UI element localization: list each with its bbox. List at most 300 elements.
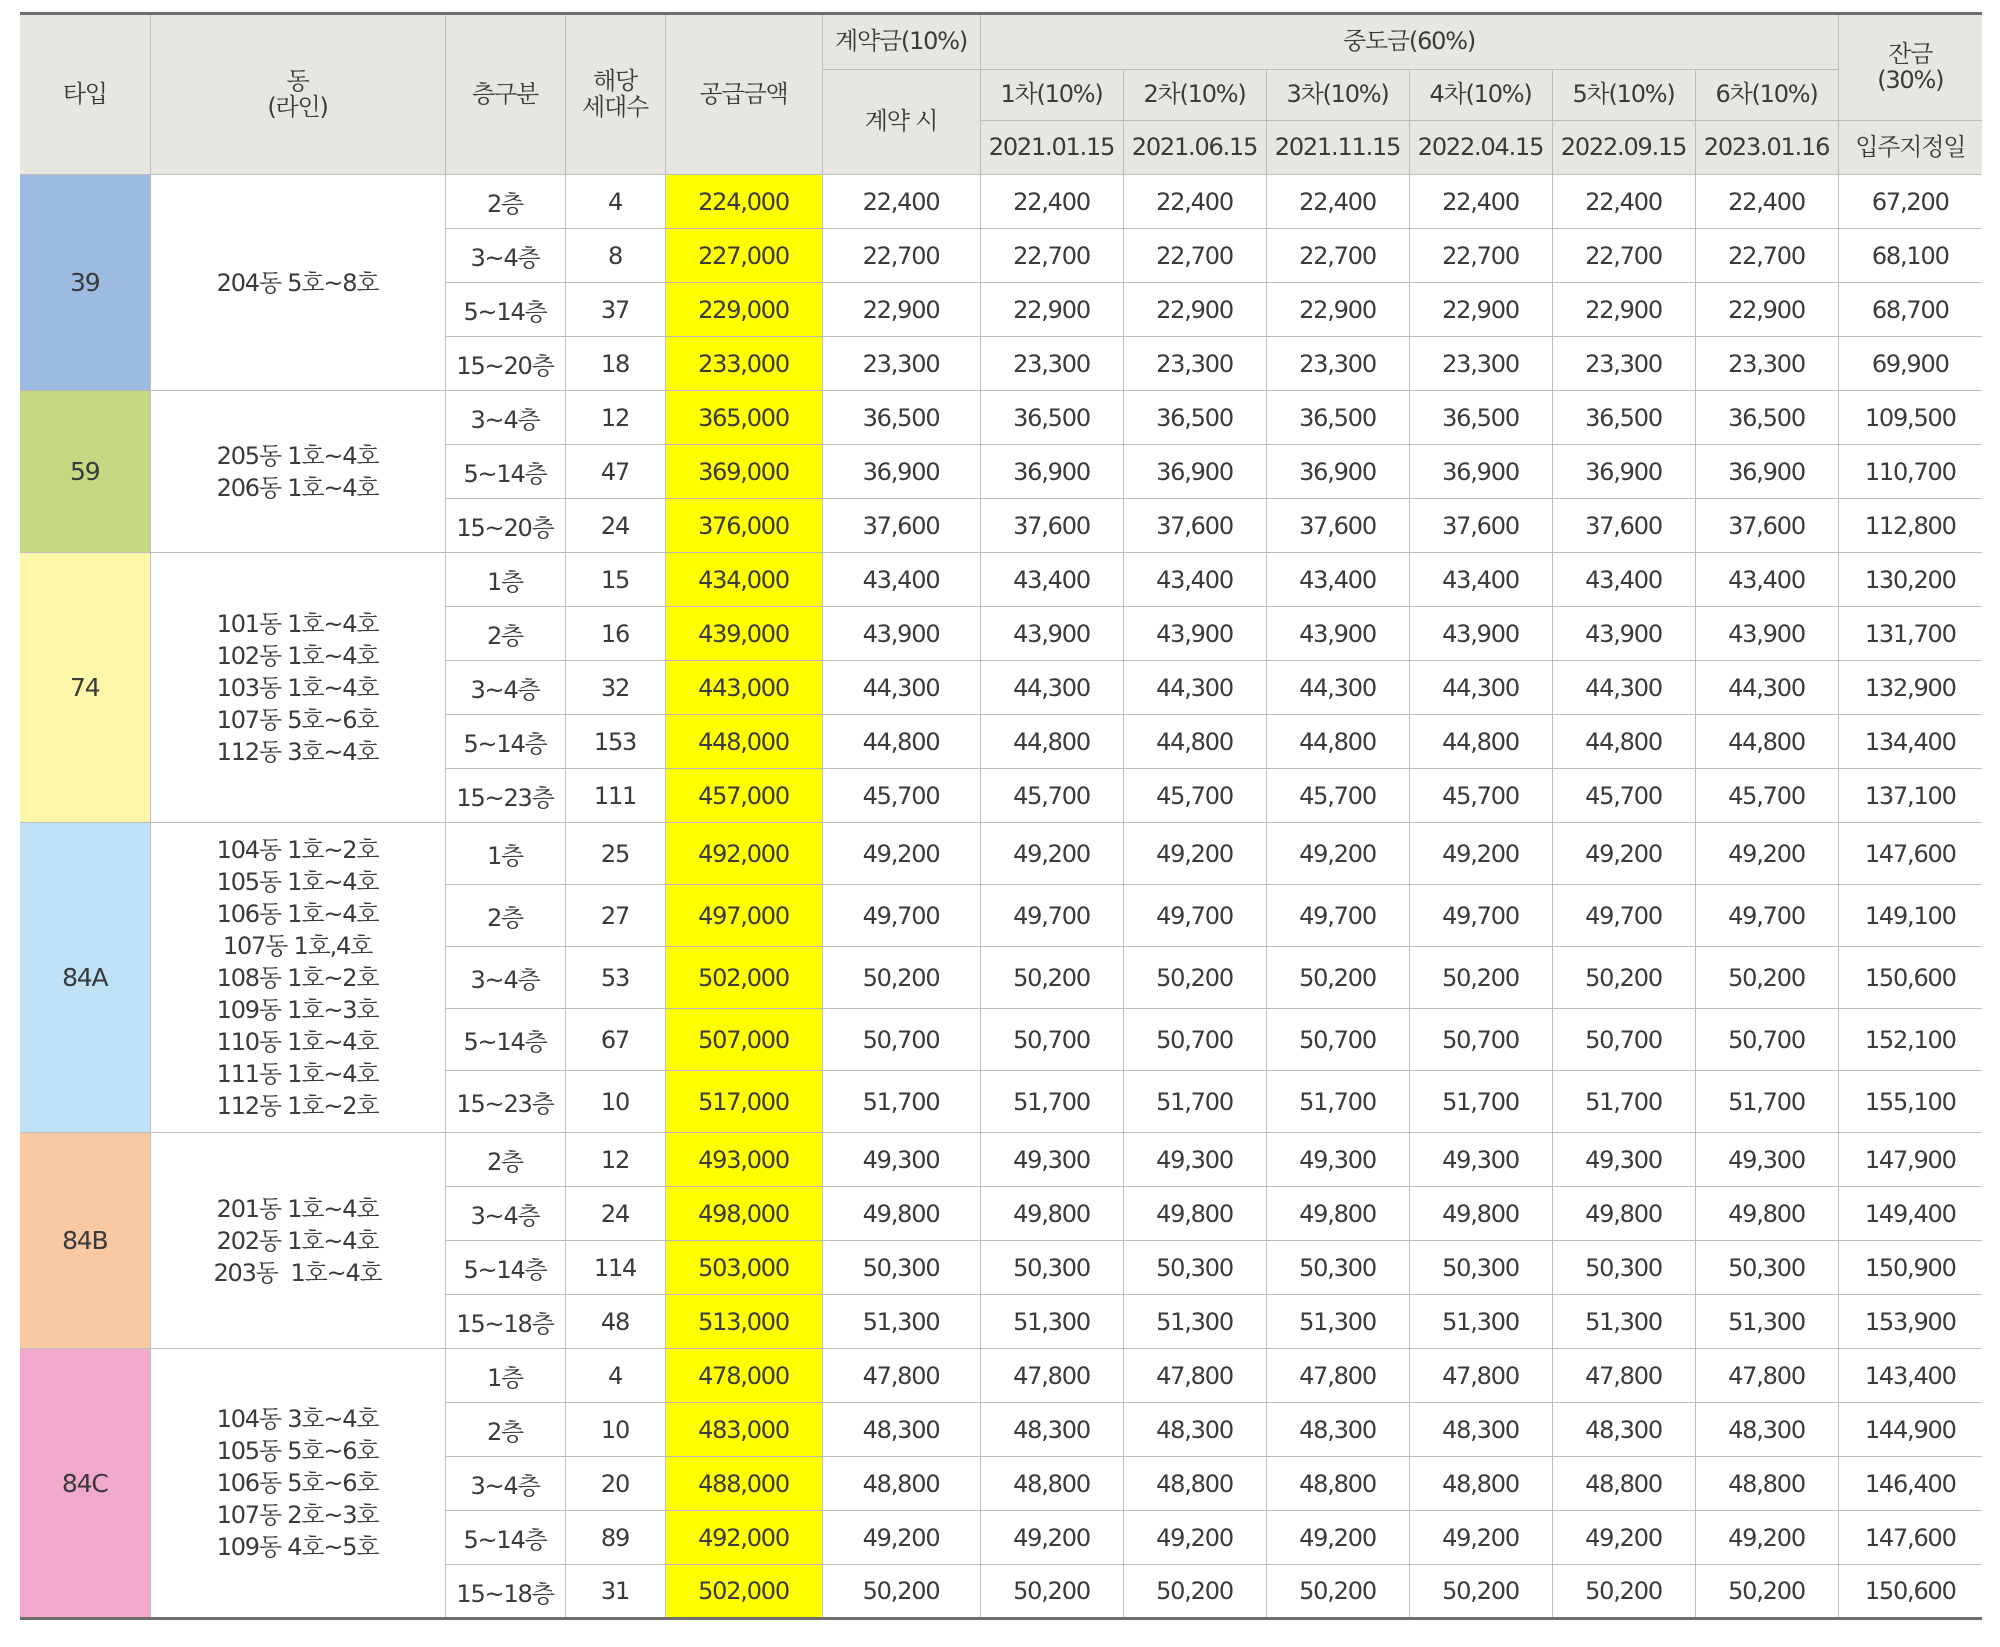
header-interim-date: 2022.09.15 bbox=[1552, 121, 1695, 175]
supply-price-cell: 227,000 bbox=[665, 229, 822, 283]
floor-cell: 15~20층 bbox=[445, 337, 565, 391]
deposit-cell: 51,700 bbox=[822, 1071, 980, 1133]
deposit-cell: 49,300 bbox=[822, 1133, 980, 1187]
units-cell: 37 bbox=[565, 283, 665, 337]
dong-line: 108동 1호~2호 bbox=[216, 963, 379, 992]
deposit-cell: 37,600 bbox=[822, 499, 980, 553]
dong-cell bbox=[150, 823, 445, 1133]
interim-cell: 23,300 bbox=[1409, 337, 1552, 391]
interim-cell: 50,300 bbox=[1695, 1241, 1838, 1295]
interim-cell: 50,200 bbox=[1552, 947, 1695, 1009]
deposit-cell: 50,700 bbox=[822, 1009, 980, 1071]
dong-line: 110동 1호~4호 bbox=[216, 1027, 379, 1056]
interim-cell: 49,800 bbox=[1409, 1187, 1552, 1241]
supply-price-cell: 233,000 bbox=[665, 337, 822, 391]
header-deposit: 계약금(10%) bbox=[822, 14, 980, 70]
interim-cell: 51,300 bbox=[1409, 1295, 1552, 1349]
balance-cell: 155,100 bbox=[1838, 1071, 1982, 1133]
units-cell: 12 bbox=[565, 391, 665, 445]
interim-cell: 22,400 bbox=[1266, 175, 1409, 229]
deposit-cell: 50,200 bbox=[822, 947, 980, 1009]
units-cell: 153 bbox=[565, 715, 665, 769]
type-cell: 84A bbox=[20, 823, 150, 1133]
interim-cell: 23,300 bbox=[1266, 337, 1409, 391]
deposit-cell: 48,300 bbox=[822, 1403, 980, 1457]
supply-price-cell: 483,000 bbox=[665, 1403, 822, 1457]
floor-cell: 1층 bbox=[445, 823, 565, 885]
floor-cell: 2층 bbox=[445, 607, 565, 661]
deposit-cell: 36,500 bbox=[822, 391, 980, 445]
units-cell: 20 bbox=[565, 1457, 665, 1511]
interim-cell: 49,200 bbox=[1266, 823, 1409, 885]
floor-cell: 15~20층 bbox=[445, 499, 565, 553]
supply-price-cell: 513,000 bbox=[665, 1295, 822, 1349]
header-interim-round: 4차(10%) bbox=[1409, 70, 1552, 121]
interim-cell: 51,700 bbox=[1266, 1071, 1409, 1133]
supply-price-cell: 497,000 bbox=[665, 885, 822, 947]
interim-cell: 22,700 bbox=[1123, 229, 1266, 283]
interim-cell: 50,200 bbox=[980, 1565, 1123, 1619]
interim-cell: 43,900 bbox=[1409, 607, 1552, 661]
units-cell: 16 bbox=[565, 607, 665, 661]
header-supply: 공급금액 bbox=[665, 14, 822, 175]
header-interim-date: 2023.01.16 bbox=[1695, 121, 1838, 175]
interim-cell: 43,400 bbox=[1409, 553, 1552, 607]
deposit-cell: 44,300 bbox=[822, 661, 980, 715]
interim-cell: 37,600 bbox=[1123, 499, 1266, 553]
interim-cell: 49,800 bbox=[1695, 1187, 1838, 1241]
interim-cell: 36,900 bbox=[980, 445, 1123, 499]
balance-cell: 131,700 bbox=[1838, 607, 1982, 661]
dong-line: 105동 5호~6호 bbox=[216, 1437, 379, 1465]
interim-cell: 51,300 bbox=[1695, 1295, 1838, 1349]
balance-cell: 112,800 bbox=[1838, 499, 1982, 553]
interim-cell: 45,700 bbox=[1552, 769, 1695, 823]
supply-price-cell: 224,000 bbox=[665, 175, 822, 229]
interim-cell: 48,800 bbox=[1409, 1457, 1552, 1511]
dong-line: 202동 1호~4호 bbox=[216, 1226, 379, 1255]
units-cell: 10 bbox=[565, 1071, 665, 1133]
supply-price-cell: 439,000 bbox=[665, 607, 822, 661]
dong-line: 204동 5호~8호 bbox=[216, 268, 379, 297]
deposit-cell: 23,300 bbox=[822, 337, 980, 391]
interim-cell: 50,200 bbox=[1695, 1565, 1838, 1619]
table-header bbox=[20, 14, 1982, 175]
deposit-cell: 50,300 bbox=[822, 1241, 980, 1295]
type-cell: 84C bbox=[20, 1349, 150, 1619]
interim-cell: 22,900 bbox=[1123, 283, 1266, 337]
table-row bbox=[20, 823, 1982, 885]
dong-line: 107동 5호~6호 bbox=[216, 705, 379, 734]
floor-cell: 15~23층 bbox=[445, 1071, 565, 1133]
units-cell: 47 bbox=[565, 445, 665, 499]
supply-price-cell: 229,000 bbox=[665, 283, 822, 337]
interim-cell: 22,700 bbox=[1695, 229, 1838, 283]
interim-cell: 37,600 bbox=[980, 499, 1123, 553]
interim-cell: 44,300 bbox=[1552, 661, 1695, 715]
interim-cell: 43,900 bbox=[980, 607, 1123, 661]
header-interim-round: 1차(10%) bbox=[980, 70, 1123, 121]
dong-cell bbox=[150, 1349, 445, 1619]
units-cell: 25 bbox=[565, 823, 665, 885]
interim-cell: 36,500 bbox=[1552, 391, 1695, 445]
balance-cell: 150,600 bbox=[1838, 1565, 1982, 1619]
dong-cell bbox=[150, 175, 445, 391]
interim-cell: 44,300 bbox=[1409, 661, 1552, 715]
units-cell: 27 bbox=[565, 885, 665, 947]
interim-cell: 44,300 bbox=[1695, 661, 1838, 715]
units-cell: 24 bbox=[565, 1187, 665, 1241]
deposit-cell: 49,200 bbox=[822, 1511, 980, 1565]
interim-cell: 45,700 bbox=[1409, 769, 1552, 823]
type-group bbox=[20, 823, 1982, 1133]
interim-cell: 50,200 bbox=[1123, 1565, 1266, 1619]
type-group bbox=[20, 391, 1982, 553]
units-cell: 15 bbox=[565, 553, 665, 607]
interim-cell: 51,700 bbox=[980, 1071, 1123, 1133]
supply-price-cell: 502,000 bbox=[665, 1565, 822, 1619]
interim-cell: 43,400 bbox=[980, 553, 1123, 607]
interim-cell: 50,200 bbox=[1552, 1565, 1695, 1619]
balance-cell: 149,100 bbox=[1838, 885, 1982, 947]
floor-cell: 1층 bbox=[445, 1349, 565, 1403]
interim-cell: 37,600 bbox=[1266, 499, 1409, 553]
interim-cell: 50,700 bbox=[1409, 1009, 1552, 1071]
interim-cell: 47,800 bbox=[1695, 1349, 1838, 1403]
interim-cell: 36,500 bbox=[1123, 391, 1266, 445]
supply-price-cell: 376,000 bbox=[665, 499, 822, 553]
dong-line: 107동 2호~3호 bbox=[216, 1501, 379, 1529]
floor-cell: 1층 bbox=[445, 553, 565, 607]
interim-cell: 44,800 bbox=[1266, 715, 1409, 769]
interim-cell: 50,200 bbox=[1266, 1565, 1409, 1619]
interim-cell: 49,200 bbox=[1695, 1511, 1838, 1565]
interim-cell: 50,300 bbox=[980, 1241, 1123, 1295]
type-cell: 84B bbox=[20, 1133, 150, 1349]
supply-price-cell: 503,000 bbox=[665, 1241, 822, 1295]
header-balance-when: 입주지정일 bbox=[1838, 121, 1982, 175]
interim-cell: 47,800 bbox=[1552, 1349, 1695, 1403]
dong-line: 201동 1호~4호 bbox=[216, 1194, 379, 1223]
interim-cell: 22,900 bbox=[980, 283, 1123, 337]
units-cell: 8 bbox=[565, 229, 665, 283]
interim-cell: 37,600 bbox=[1552, 499, 1695, 553]
balance-cell: 147,600 bbox=[1838, 823, 1982, 885]
type-cell: 59 bbox=[20, 391, 150, 553]
interim-cell: 49,200 bbox=[980, 823, 1123, 885]
balance-cell: 147,600 bbox=[1838, 1511, 1982, 1565]
interim-cell: 49,200 bbox=[1695, 823, 1838, 885]
interim-cell: 49,700 bbox=[1266, 885, 1409, 947]
dong-line: 107동 1호,4호 bbox=[222, 931, 373, 960]
balance-cell: 67,200 bbox=[1838, 175, 1982, 229]
interim-cell: 50,200 bbox=[1123, 947, 1266, 1009]
floor-cell: 3~4층 bbox=[445, 1457, 565, 1511]
table-row bbox=[20, 553, 1982, 607]
interim-cell: 23,300 bbox=[1695, 337, 1838, 391]
interim-cell: 36,900 bbox=[1409, 445, 1552, 499]
units-cell: 48 bbox=[565, 1295, 665, 1349]
floor-cell: 15~18층 bbox=[445, 1565, 565, 1619]
supply-price-cell: 448,000 bbox=[665, 715, 822, 769]
units-cell: 53 bbox=[565, 947, 665, 1009]
balance-cell: 147,900 bbox=[1838, 1133, 1982, 1187]
supply-price-cell: 457,000 bbox=[665, 769, 822, 823]
interim-cell: 49,300 bbox=[1123, 1133, 1266, 1187]
interim-cell: 22,400 bbox=[1552, 175, 1695, 229]
interim-cell: 44,800 bbox=[1409, 715, 1552, 769]
deposit-cell: 47,800 bbox=[822, 1349, 980, 1403]
balance-cell: 110,700 bbox=[1838, 445, 1982, 499]
units-cell: 18 bbox=[565, 337, 665, 391]
floor-cell: 15~23층 bbox=[445, 769, 565, 823]
interim-cell: 22,700 bbox=[1266, 229, 1409, 283]
interim-cell: 43,900 bbox=[1552, 607, 1695, 661]
interim-cell: 23,300 bbox=[1123, 337, 1266, 391]
interim-cell: 51,700 bbox=[1552, 1071, 1695, 1133]
table-row bbox=[20, 175, 1982, 229]
interim-cell: 49,800 bbox=[1123, 1187, 1266, 1241]
balance-cell: 69,900 bbox=[1838, 337, 1982, 391]
interim-cell: 49,200 bbox=[1123, 1511, 1266, 1565]
dong-line: 103동 1호~4호 bbox=[216, 673, 379, 702]
interim-cell: 50,200 bbox=[980, 947, 1123, 1009]
deposit-cell: 48,800 bbox=[822, 1457, 980, 1511]
deposit-cell: 50,200 bbox=[822, 1565, 980, 1619]
balance-cell: 153,900 bbox=[1838, 1295, 1982, 1349]
floor-cell: 5~14층 bbox=[445, 445, 565, 499]
balance-cell: 132,900 bbox=[1838, 661, 1982, 715]
interim-cell: 45,700 bbox=[1695, 769, 1838, 823]
floor-cell: 3~4층 bbox=[445, 661, 565, 715]
interim-cell: 47,800 bbox=[1123, 1349, 1266, 1403]
floor-cell: 2층 bbox=[445, 175, 565, 229]
supply-price-cell: 434,000 bbox=[665, 553, 822, 607]
interim-cell: 22,400 bbox=[1409, 175, 1552, 229]
floor-cell: 2층 bbox=[445, 885, 565, 947]
interim-cell: 22,400 bbox=[1695, 175, 1838, 229]
interim-cell: 49,700 bbox=[980, 885, 1123, 947]
interim-cell: 51,300 bbox=[1266, 1295, 1409, 1349]
supply-price-cell: 478,000 bbox=[665, 1349, 822, 1403]
interim-cell: 49,300 bbox=[1552, 1133, 1695, 1187]
dong-line: 109동 4호~5호 bbox=[216, 1533, 379, 1561]
header-type: 타입 bbox=[20, 14, 150, 175]
floor-cell: 3~4층 bbox=[445, 1187, 565, 1241]
deposit-cell: 43,400 bbox=[822, 553, 980, 607]
dong-line: 106동 1호~4호 bbox=[216, 899, 379, 928]
header-interim: 중도금(60%) bbox=[980, 14, 1838, 70]
interim-cell: 45,700 bbox=[1123, 769, 1266, 823]
supply-price-cell: 369,000 bbox=[665, 445, 822, 499]
type-cell: 74 bbox=[20, 553, 150, 823]
header-interim-date: 2022.04.15 bbox=[1409, 121, 1552, 175]
interim-cell: 44,800 bbox=[980, 715, 1123, 769]
balance-cell: 144,900 bbox=[1838, 1403, 1982, 1457]
interim-cell: 43,900 bbox=[1123, 607, 1266, 661]
balance-cell: 143,400 bbox=[1838, 1349, 1982, 1403]
interim-cell: 36,500 bbox=[980, 391, 1123, 445]
floor-cell: 2층 bbox=[445, 1133, 565, 1187]
supply-price-cell: 492,000 bbox=[665, 1511, 822, 1565]
interim-cell: 48,800 bbox=[980, 1457, 1123, 1511]
units-cell: 32 bbox=[565, 661, 665, 715]
interim-cell: 49,200 bbox=[1266, 1511, 1409, 1565]
interim-cell: 44,300 bbox=[980, 661, 1123, 715]
interim-cell: 50,300 bbox=[1123, 1241, 1266, 1295]
interim-cell: 45,700 bbox=[980, 769, 1123, 823]
interim-cell: 36,900 bbox=[1123, 445, 1266, 499]
interim-cell: 49,700 bbox=[1695, 885, 1838, 947]
balance-cell: 68,700 bbox=[1838, 283, 1982, 337]
floor-cell: 3~4층 bbox=[445, 391, 565, 445]
interim-cell: 22,700 bbox=[980, 229, 1123, 283]
units-cell: 10 bbox=[565, 1403, 665, 1457]
interim-cell: 37,600 bbox=[1409, 499, 1552, 553]
floor-cell: 5~14층 bbox=[445, 715, 565, 769]
interim-cell: 49,700 bbox=[1123, 885, 1266, 947]
table-row bbox=[20, 1349, 1982, 1403]
interim-cell: 45,700 bbox=[1266, 769, 1409, 823]
header-dong: 동 (라인) bbox=[150, 14, 445, 175]
header-units: 해당 세대수 bbox=[565, 14, 665, 175]
interim-cell: 47,800 bbox=[1266, 1349, 1409, 1403]
floor-cell: 5~14층 bbox=[445, 283, 565, 337]
balance-cell: 130,200 bbox=[1838, 553, 1982, 607]
deposit-cell: 36,900 bbox=[822, 445, 980, 499]
supply-price-cell: 502,000 bbox=[665, 947, 822, 1009]
interim-cell: 36,900 bbox=[1552, 445, 1695, 499]
interim-cell: 49,700 bbox=[1552, 885, 1695, 947]
units-cell: 89 bbox=[565, 1511, 665, 1565]
interim-cell: 51,300 bbox=[1552, 1295, 1695, 1349]
units-cell: 4 bbox=[565, 1349, 665, 1403]
dong-line: 101동 1호~4호 bbox=[216, 609, 379, 638]
balance-cell: 152,100 bbox=[1838, 1009, 1982, 1071]
interim-cell: 50,300 bbox=[1409, 1241, 1552, 1295]
dong-line: 205동 1호~4호 bbox=[216, 441, 379, 470]
interim-cell: 49,300 bbox=[1409, 1133, 1552, 1187]
interim-cell: 49,200 bbox=[980, 1511, 1123, 1565]
balance-cell: 137,100 bbox=[1838, 769, 1982, 823]
header-floor: 층구분 bbox=[445, 14, 565, 175]
interim-cell: 48,800 bbox=[1266, 1457, 1409, 1511]
dong-line: 102동 1호~4호 bbox=[216, 641, 379, 670]
deposit-cell: 22,700 bbox=[822, 229, 980, 283]
interim-cell: 22,700 bbox=[1552, 229, 1695, 283]
dong-line: 109동 1호~3호 bbox=[216, 995, 379, 1024]
interim-cell: 48,800 bbox=[1123, 1457, 1266, 1511]
table-row bbox=[20, 391, 1982, 445]
units-cell: 114 bbox=[565, 1241, 665, 1295]
type-group bbox=[20, 175, 1982, 391]
header-interim-date: 2021.01.15 bbox=[980, 121, 1123, 175]
units-cell: 31 bbox=[565, 1565, 665, 1619]
header-interim-date: 2021.11.15 bbox=[1266, 121, 1409, 175]
interim-cell: 49,300 bbox=[1266, 1133, 1409, 1187]
interim-cell: 23,300 bbox=[980, 337, 1123, 391]
interim-cell: 48,300 bbox=[1266, 1403, 1409, 1457]
interim-cell: 49,200 bbox=[1123, 823, 1266, 885]
header-interim-round: 6차(10%) bbox=[1695, 70, 1838, 121]
interim-cell: 44,300 bbox=[1123, 661, 1266, 715]
dong-line: 112동 3호~4호 bbox=[216, 737, 379, 766]
interim-cell: 49,200 bbox=[1552, 1511, 1695, 1565]
interim-cell: 43,900 bbox=[1695, 607, 1838, 661]
interim-cell: 22,900 bbox=[1266, 283, 1409, 337]
interim-cell: 49,800 bbox=[980, 1187, 1123, 1241]
dong-cell bbox=[150, 1133, 445, 1349]
supply-price-cell: 493,000 bbox=[665, 1133, 822, 1187]
dong-line: 203동 1호~4호 bbox=[213, 1258, 382, 1287]
interim-cell: 49,300 bbox=[1695, 1133, 1838, 1187]
floor-cell: 5~14층 bbox=[445, 1009, 565, 1071]
dong-cell bbox=[150, 553, 445, 823]
interim-cell: 36,900 bbox=[1695, 445, 1838, 499]
type-group bbox=[20, 1133, 1982, 1349]
floor-cell: 15~18층 bbox=[445, 1295, 565, 1349]
dong-line: 112동 1호~2호 bbox=[216, 1091, 379, 1120]
interim-cell: 50,700 bbox=[1266, 1009, 1409, 1071]
dong-cell bbox=[150, 391, 445, 553]
header-interim-round: 2차(10%) bbox=[1123, 70, 1266, 121]
deposit-cell: 51,300 bbox=[822, 1295, 980, 1349]
interim-cell: 22,900 bbox=[1552, 283, 1695, 337]
balance-cell: 150,600 bbox=[1838, 947, 1982, 1009]
balance-cell: 68,100 bbox=[1838, 229, 1982, 283]
interim-cell: 22,400 bbox=[1123, 175, 1266, 229]
interim-cell: 36,500 bbox=[1409, 391, 1552, 445]
header-deposit-when: 계약 시 bbox=[822, 70, 980, 175]
balance-cell: 149,400 bbox=[1838, 1187, 1982, 1241]
type-cell: 39 bbox=[20, 175, 150, 391]
interim-cell: 22,400 bbox=[980, 175, 1123, 229]
interim-cell: 49,200 bbox=[1409, 1511, 1552, 1565]
type-group bbox=[20, 1349, 1982, 1619]
dong-line: 104동 3호~4호 bbox=[216, 1405, 379, 1433]
deposit-cell: 44,800 bbox=[822, 715, 980, 769]
interim-cell: 48,300 bbox=[1123, 1403, 1266, 1457]
interim-cell: 49,200 bbox=[1409, 823, 1552, 885]
interim-cell: 43,400 bbox=[1695, 553, 1838, 607]
interim-cell: 51,300 bbox=[980, 1295, 1123, 1349]
interim-cell: 43,400 bbox=[1266, 553, 1409, 607]
interim-cell: 49,800 bbox=[1552, 1187, 1695, 1241]
deposit-cell: 43,900 bbox=[822, 607, 980, 661]
interim-cell: 50,200 bbox=[1695, 947, 1838, 1009]
dong-line: 105동 1호~4호 bbox=[216, 867, 379, 896]
deposit-cell: 22,400 bbox=[822, 175, 980, 229]
interim-cell: 51,700 bbox=[1695, 1071, 1838, 1133]
interim-cell: 22,900 bbox=[1695, 283, 1838, 337]
interim-cell: 37,600 bbox=[1695, 499, 1838, 553]
interim-cell: 49,700 bbox=[1409, 885, 1552, 947]
interim-cell: 47,800 bbox=[980, 1349, 1123, 1403]
interim-cell: 44,800 bbox=[1695, 715, 1838, 769]
units-cell: 24 bbox=[565, 499, 665, 553]
interim-cell: 44,800 bbox=[1552, 715, 1695, 769]
interim-cell: 50,700 bbox=[1695, 1009, 1838, 1071]
deposit-cell: 49,800 bbox=[822, 1187, 980, 1241]
supply-price-cell: 443,000 bbox=[665, 661, 822, 715]
dong-line: 206동 1호~4호 bbox=[216, 473, 379, 502]
dong-line: 104동 1호~2호 bbox=[216, 835, 379, 864]
balance-cell: 150,900 bbox=[1838, 1241, 1982, 1295]
floor-cell: 2층 bbox=[445, 1403, 565, 1457]
interim-cell: 50,300 bbox=[1552, 1241, 1695, 1295]
interim-cell: 44,800 bbox=[1123, 715, 1266, 769]
floor-cell: 3~4층 bbox=[445, 229, 565, 283]
